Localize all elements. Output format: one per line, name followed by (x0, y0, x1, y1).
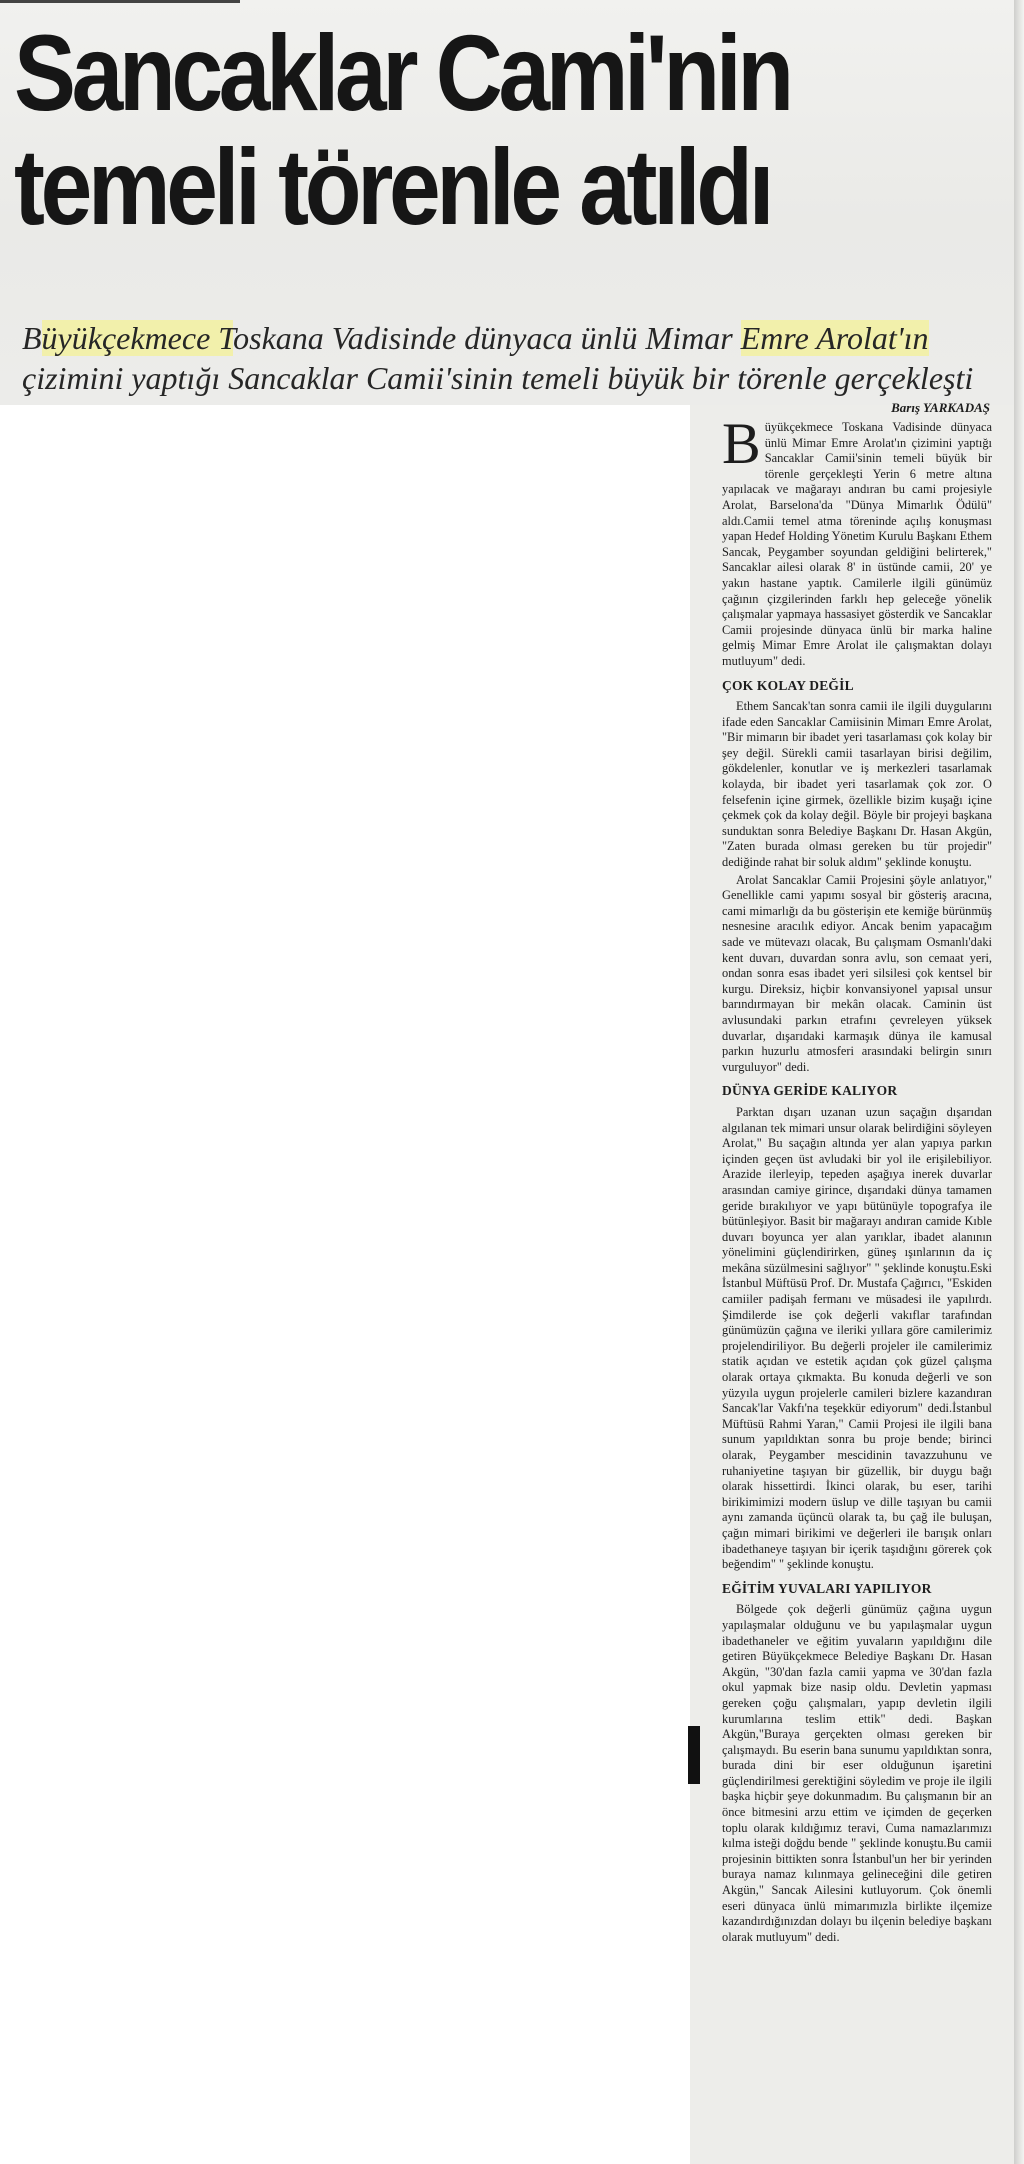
clipping-top-edge (0, 0, 240, 3)
byline: Barış YARKADAŞ (891, 400, 990, 415)
section-heading-1: ÇOK KOLAY DEĞİL (722, 677, 854, 693)
section-heading-2: DÜNYA GERİDE KALIYOR (722, 1083, 898, 1099)
paragraph-4: Bölgede çok değerli günümüz çağına uygun yapılaşmalar olduğunu ve bu yapılaşmalar uygun ibadethaneler ve eğitim yuvaların yapıldığını dile getiren Büyükçekmece Belediye Başkanı Dr. Hasan Akgün, "30'dan fazla camii yapma ve 30'dan fazla okul yapmak bize nasip oldu. Devletin yapması gereken çoğu çalışmaları, yapıp devletin ilgili kurumlarına teslim ettik" dedi. Başkan Akgün,"Buraya gerçekten olması gereken bir çalışmaydı. Bu eserin bana sunumu yapıldıktan sonra, burada dini bir eser olduğunun işaretini güçlendirilmesi gerektiğini söyledim ve proje ile ilgili başka hiçbir şeye dokunmadım. Bu çalışmanın bir an önce bitmesini arzu ettim ve içimden de geçerken toplu olarak kıldığımız teravi, Cuma namazlarımızı kılma isteği doğdu bende " şeklinde konuştu.Bu camii projesinin bittikten sonra İstanbul'un her bir yerinden buraya namaz kılınmaya gelineceğini dile getiren Akgün," Sancak Ailesini kutluyorum. Çok önemli eseri dünyaca ünlü mimarımızla birlikte ilçemize kazandırdığınızdan dolayı bu ilçenin belediye başkanı olarak mutluyum" dedi. (722, 1602, 992, 1944)
deck-highlight-1: üyükçekmece T (41, 320, 234, 356)
deck-part-5: çizimini yaptığı Sancaklar Camii'sinin temeli büyük bir törenle gerçekleşti (22, 360, 974, 396)
adjacent-article-edge (688, 1726, 700, 1784)
clipping-right-edge (1014, 0, 1024, 2164)
headline-line-2: temeli törenle atıldı (14, 126, 771, 247)
deck-part-1: B (22, 320, 42, 356)
deck-highlight-2: Emre Arolat'ın (740, 320, 929, 356)
intro-paragraph (722, 411, 992, 670)
intro-text: üyükçekmece Toskana Vadisinde dünyaca ünlü Mimar Emre Arolat'ın çizimini yaptığı Sancaklar Camii'sinin temeli büyük bir törenle gerçekleşti Yerin 6 metre altına yapılacak ve mağarayı andıran bu cami projesiyle Arolat, Barselona'da "Dünya Mimarlık Ödülü" aldı.Camii temel atma töreninde açılış konuşması yapan Hedef Holding Yönetim Kurulu Başkanı Ethem Sancak, Peygamber soyundan geldiğini belirterek," Sancaklar ailesi olarak 8' in üstünde camii, 20' ye yakın hastane yaptık. Camilerle ilgili günümüz çağının çizgilerinden farklı hep geleceğe yönelik çalışmalar yapmaya hassasiyet gösterdik ve Sancaklar Camii projesinde dünyaca ünlü bir marka haline gelmiş Mimar Emre Arolat ile çalışmaktan dolayı mutluyum" dedi. (722, 420, 992, 668)
paragraph-2: Arolat Sancaklar Camii Projesini şöyle anlatıyor," Genellikle cami yapımı sosyal bir gösteriş aracına, cami mimarlığı da bu gösterişin ete kemiğe bürünmüş nesnesine aracılık ediyor. Ancak benim yapacağım sade ve mütevazı olacak, Bu çalışmam Osmanlı'daki kent duvarı, duvardan sonra avlu, son cemaat yeri, ondan sonra esas ibadet yeri silsilesi çok kentsel bir kurgu. Direksiz, hiçbir konvansiyonel yapısal unsur barındırmayan bir mekân olacak. Caminin üst avlusundaki parkın etrafını çevreleyen yüksek duvarlar, dışarıdaki karmaşık dünya ile kamusal parkın huzurlu atmosferi arasındaki belirgin sınırı vurguluyor" dedi. (722, 872, 992, 1074)
subheadline (22, 318, 1002, 398)
deck-part-3: oskana Vadisinde dünyaca ünlü Mimar (233, 320, 741, 356)
article-body (722, 411, 992, 1945)
drop-cap: B (722, 411, 761, 476)
headline (14, 12, 874, 247)
section-heading-3: EĞİTİM YUVALARI YAPILIYOR (722, 1580, 932, 1596)
paragraph-3: Parktan dışarı uzanan uzun saçağın dışarıdan algılanan tek mimari unsur olarak belirdiğini söyleyen Arolat," Bu saçağın altında yer alan yapıya parkın içinden geçen üst avludaki bir yol ile erişilebiliyor. Arazide ilerleyip, tepeden aşağıya inerek duvarlar arasından camiye girince, dışarıdaki dünya tamamen geride bırakılıyor ve yapı bütünüyle topografya ile bütünleşiyor. Basit bir mağarayı andıran camide Kıble duvarı boyunca yer alan yarıklar, ibadet alanının yönelimini güçlendirirken, güneş ışınlarının da iç mekâna süzülmesini sağlıyor" " şeklinde konuştu.Eski İstanbul Müftüsü Prof. Dr. Mustafa Çağırıcı, "Eskiden camiiler padişah fermanı ve müsadesi ile yapılırdı. Şimdilerde ise çok değerli vakıflar tarafından günümüzün çağına ve ileriki yıllara göre camilerimiz projelendiriliyor. Bu değerli projeler ile camilerimiz statik açıdan ve estetik açıdan çok güzel çalışma olarak ortaya çıkmakta. Bu konuda değerli ve son yüzyıla uygun projelerle camileri bizlere kazandıran Sancak'lar Vakfı'na teşekkür ediyorum" dedi.İstanbul Müftüsü Rahmi Yaran," Camii Projesi ile ilgili bana sunum yapıldıktan sonra bu proje bende; birinci olarak, Peygamber mescidinin tavazzuhunu ve ruhaniyetine taşıyan bir güzellik, bir duygu bağı olarak hissettirdi. İkinci olarak, bu eser, tarihi birikimimizi modern üslup ve dille taşıyan bu camii aynı zamanda üçüncü olarak ta, bu çağ ile buluşan, çağın mimari birikimi ve değerleri ile barışık onları ibadethaneye taşıyan bir içerik taşıdığını görerek çok beğendim" " şeklinde konuştu. (722, 1104, 992, 1572)
headline-line-1: Sancaklar Cami'nin (14, 12, 790, 133)
paragraph-1: Ethem Sancak'tan sonra camii ile ilgili duygularını ifade eden Sancaklar Camiisinin Mimarı Emre Arolat, "Bir mimarın bir ibadet yeri tasarlaması çok kolay bir şey değil. Sürekli camii tasarlayan birisi değilim, gökdelenler, konutlar ve iş merkezleri tasarlamak kolayda, bir ibadet yeri tasarlamak çok zor. O felsefenin içine girmek, özellikle bizim kuşağı içine çekmek çok da kolay değil. Böyle bir projeyi başkana sunduktan sonra Belediye Başkanı Dr. Hasan Akgün, "Zaten burada olması gereken bu tür projedir" dediğinde rahat bir soluk aldım" şeklinde konuştu. (722, 699, 992, 870)
